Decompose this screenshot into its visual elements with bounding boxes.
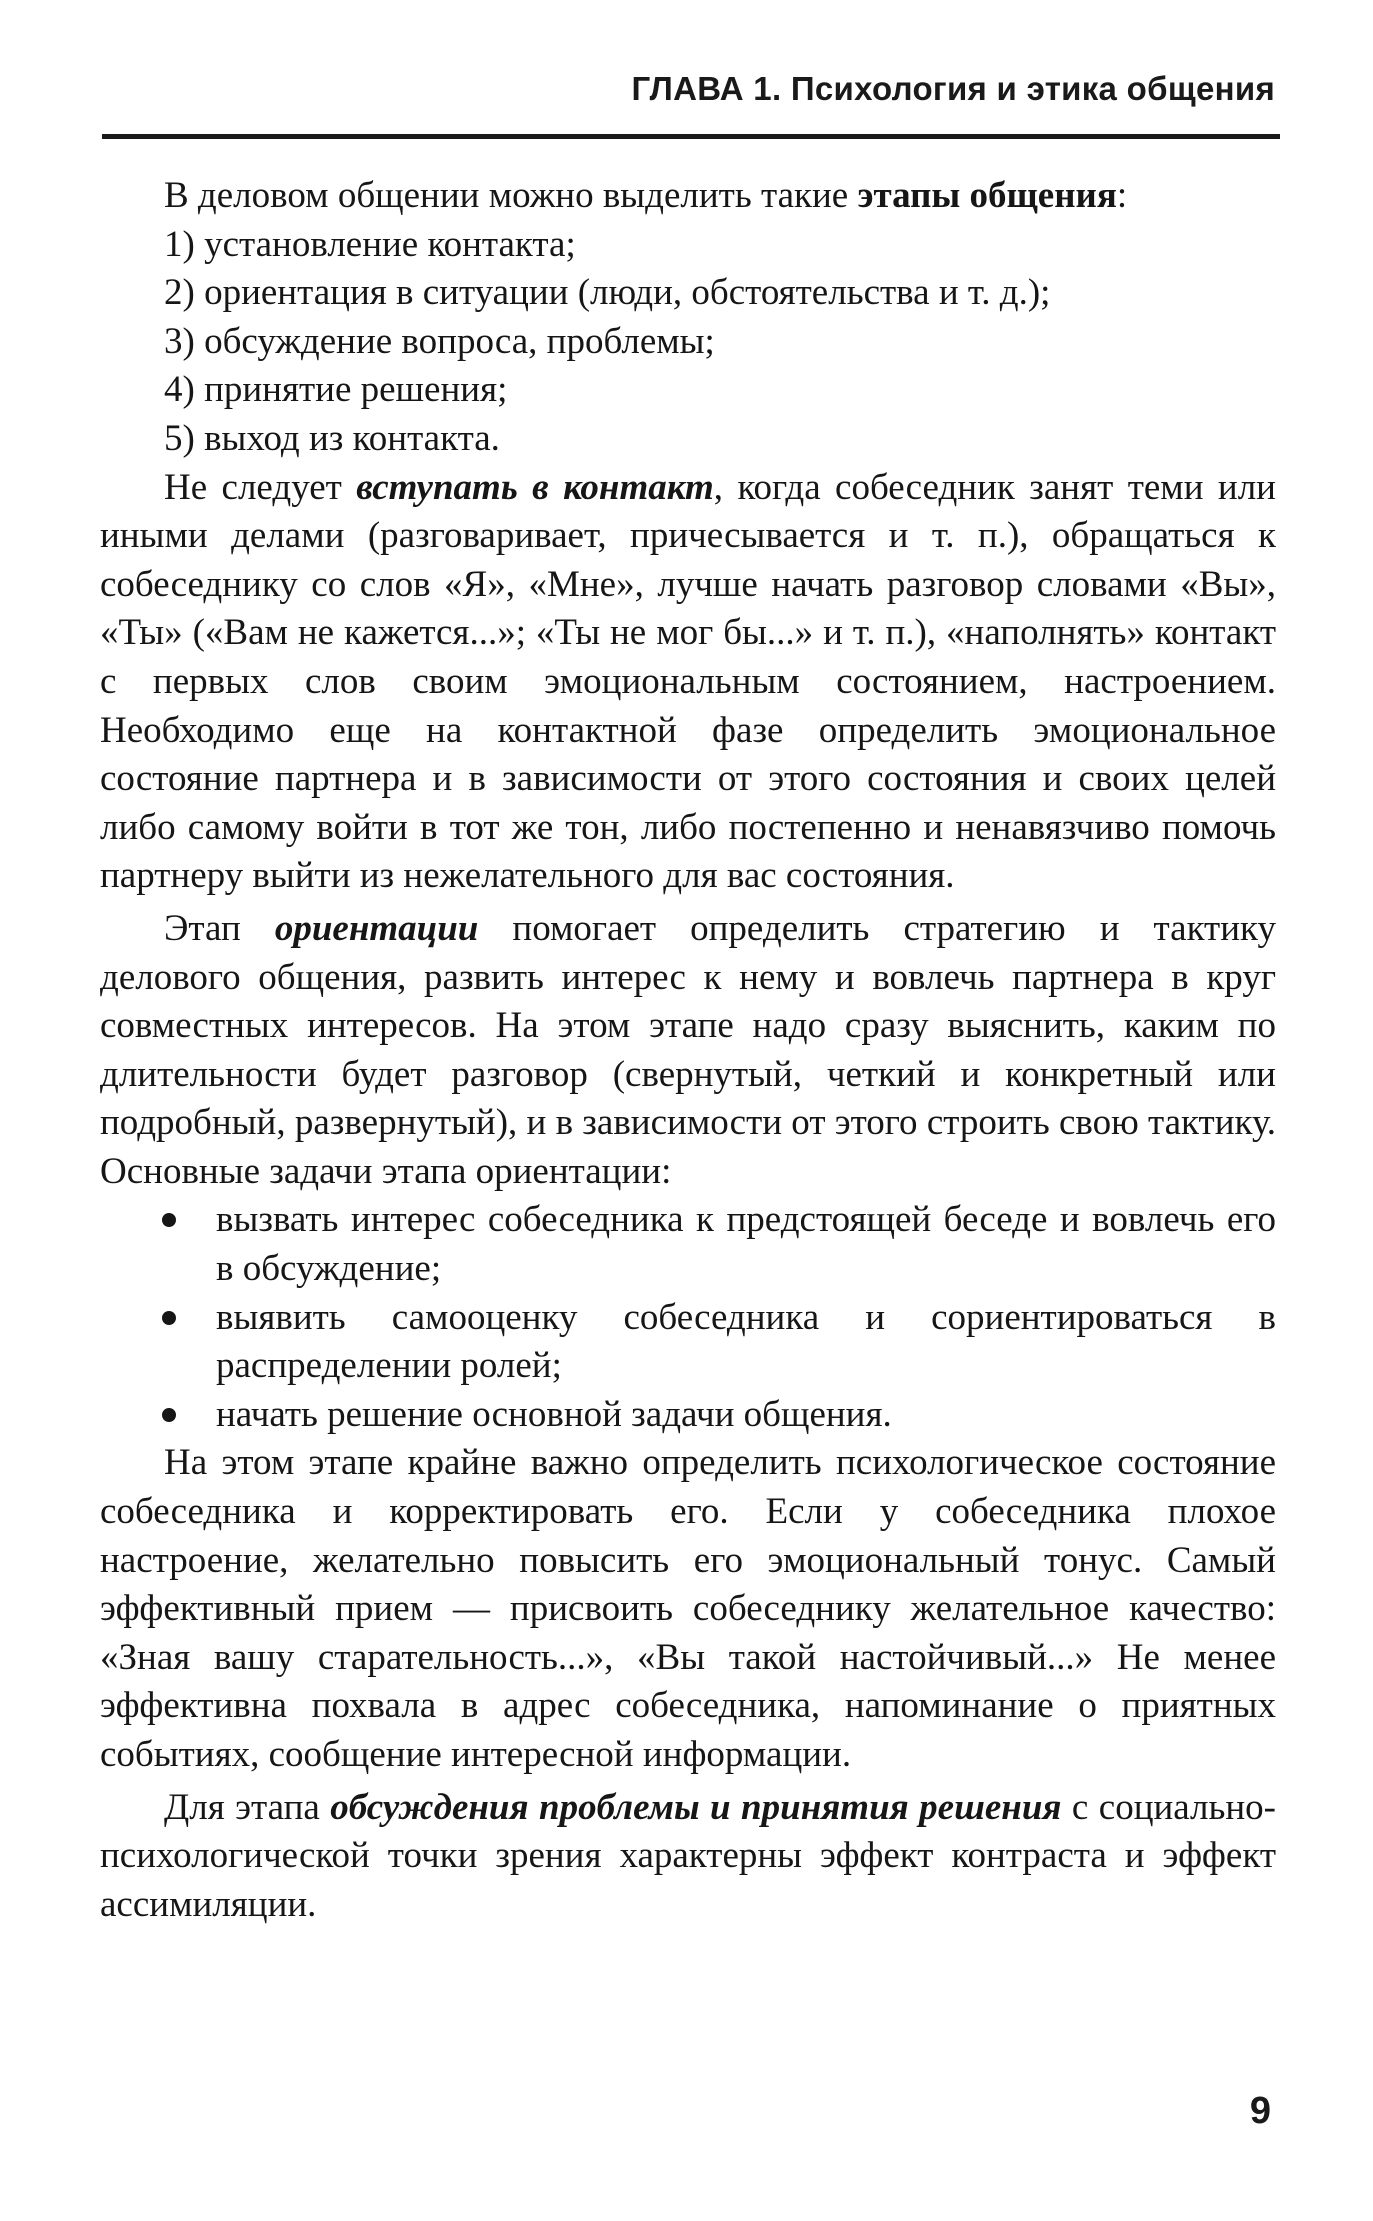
task-item (100, 1196, 1276, 1293)
task-text: вызвать интерес собеседника к предстоящей беседе и вовлечь его в обсуждение; (216, 1199, 1276, 1290)
discussion-text: с социально-психологической точки зрения характерны эффект контраста и эффект ассимиляции. (100, 1786, 1277, 1925)
orientation-text: помогает определить стратегию и тактику делового общения, развить интерес к нему и вовлечь партнера в круг совместных интересов. На этом этапе надо сразу выяснить, каким по длительности будет разговор (свернутый, четкий и конкретный или подробный, развернутый), и в зависимости от этого строить свою тактику. Основные задачи этапа ориентации: (100, 907, 1276, 1192)
state-paragraph: На этом этапе крайне важно определить психологическое состояние собеседника и корректировать его. Если у собеседника плохое настроение, желательно повысить его эмоциональный тонус. Самый эффективный прием — присвоить собеседнику желательное качество: «Зная вашу старательность...», «Вы такой настойчивый...» Не менее эффективна похвала в адрес собеседника, напоминание о приятных событиях, сообщение интересной информации. (100, 1442, 1276, 1775)
stage-item: 5) выход из контакта. (164, 417, 500, 459)
orientation-lead: Этап (164, 907, 275, 949)
stage-item: 1) установление контакта; (164, 223, 576, 265)
discussion-paragraph (100, 1784, 1276, 1930)
header-rule (102, 134, 1280, 139)
task-text: выявить самооценку собеседника и сориентироваться в распределении ролей; (216, 1296, 1276, 1387)
bullet-icon (162, 1408, 176, 1422)
running-head: ГЛАВА 1. Психология и этика общения (631, 70, 1275, 107)
page-body (100, 172, 1276, 1929)
contact-lead: Не следует (164, 466, 357, 508)
term-discussion: обсуждения проблемы и принятия решения (330, 1786, 1062, 1828)
intro-text: В деловом общении можно выделить такие (164, 175, 858, 216)
term-orientation: ориентации (274, 907, 479, 949)
intro-colon: : (1116, 175, 1128, 216)
task-item (100, 1294, 1276, 1391)
page-number: 9 (1249, 2090, 1271, 2132)
stage-item: 4) принятие решения; (164, 369, 508, 411)
contact-paragraph (100, 464, 1276, 901)
discussion-lead: Для этапа (164, 1786, 331, 1828)
stages-list (100, 221, 1276, 464)
bullet-icon (162, 1311, 176, 1325)
task-text: начать решение основной задачи общения. (216, 1393, 892, 1435)
stage-item: 2) ориентация в ситуации (люди, обстоятельства и т. д.); (164, 272, 1051, 314)
contact-text: , когда собеседник занят теми или иными делами (разговаривает, причесывается и т. п.), обращаться к собеседнику со слов «Я», «Мне», лучше начать разговор словами «Вы», «Ты» («Вам не кажется...»; «Ты не мог бы...» и т. п.), «наполнять» контакт с первых слов своим эмоциональным состоянием, настроением. Необходимо еще на контактной фазе определить эмоциональное состояние партнера и в зависимости от этого состояния и своих целей либо самому войти в тот же тон, либо постепенно и ненавязчиво помочь партнеру выйти из нежелательного для вас состояния. (100, 466, 1276, 897)
orientation-paragraph (100, 905, 1276, 1197)
intro-paragraph (100, 172, 1276, 221)
stage-item: 3) обсуждение вопроса, проблемы; (164, 320, 715, 362)
term-stages: этапы общения (857, 175, 1117, 216)
tasks-list (100, 1196, 1276, 1439)
task-item (100, 1391, 1276, 1440)
bullet-icon (162, 1213, 176, 1227)
term-contact: вступать в контакт (356, 466, 714, 508)
